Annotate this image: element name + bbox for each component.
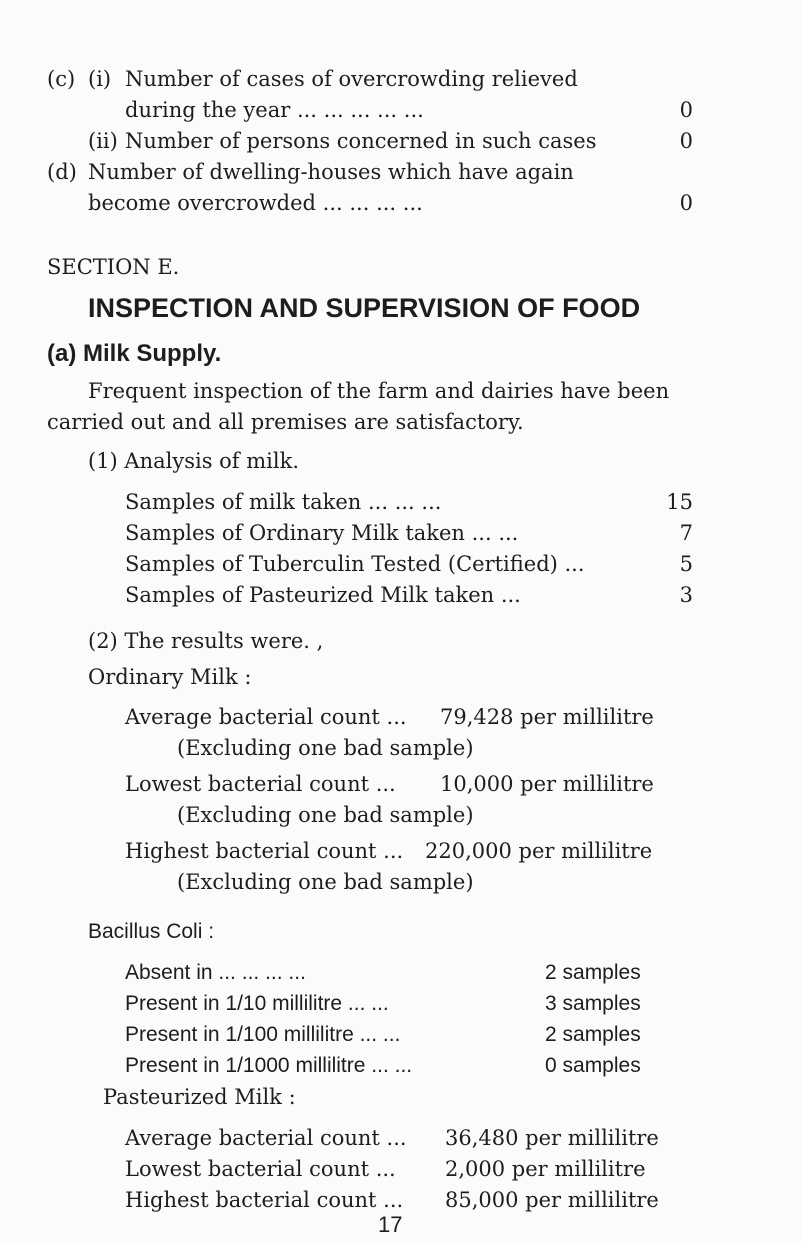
bacillus-heading: Bacillus Coli :: [88, 920, 215, 943]
item-c-i-text-1: Number of cases of overcrowding relieved: [125, 67, 578, 91]
bacillus-row-value: 0 samples: [545, 1054, 641, 1077]
pasteurized-row-label: Highest bacterial count ...: [125, 1188, 404, 1212]
count-value: 79,428 per millilitre: [440, 705, 654, 729]
pasteurized-row-value: 36,480 per millilitre: [445, 1126, 659, 1150]
count-label: Highest bacterial count ...: [125, 839, 404, 863]
count-label: Average bacterial count ...: [125, 705, 407, 729]
count-note: (Excluding one bad sample): [177, 870, 474, 894]
bacillus-row-value: 2 samples: [545, 1023, 641, 1046]
bacillus-row-label: Absent in ... ... ... ...: [125, 961, 306, 984]
item-c-ii-value: 0: [679, 129, 693, 153]
analysis-row-label: Samples of Pasteurized Milk taken ...: [125, 583, 521, 607]
analysis-row-value: 15: [666, 490, 693, 514]
item-d-text-2: become overcrowded ... ... ... ...: [88, 191, 423, 215]
analysis-row-value: 7: [679, 521, 693, 545]
page-title: INSPECTION AND SUPERVISION OF FOOD: [88, 293, 641, 323]
item-c-i-value: 0: [679, 98, 693, 122]
intro-line-1: Frequent inspection of the farm and dairies have been: [88, 379, 670, 403]
analysis-row-value: 5: [679, 552, 693, 576]
bacillus-row-value: 3 samples: [545, 992, 641, 1015]
pasteurized-row-label: Lowest bacterial count ...: [125, 1157, 396, 1181]
intro-line-2: carried out and all premises are satisfactory.: [47, 410, 524, 434]
pasteurized-row-value: 85,000 per millilitre: [445, 1188, 659, 1212]
item-c-i-text-2: during the year ... ... ... ... ...: [125, 98, 424, 122]
item-d-label: (d): [47, 160, 77, 184]
bacillus-row-label: Present in 1/100 millilitre ... ...: [125, 1023, 401, 1046]
page-number: 17: [378, 1212, 403, 1237]
item-d-text-1: Number of dwelling-houses which have again: [88, 160, 574, 184]
bacillus-row-label: Present in 1/1000 millilitre ... ...: [125, 1054, 413, 1077]
count-value: 10,000 per millilitre: [440, 772, 654, 796]
count-note: (Excluding one bad sample): [177, 736, 474, 760]
bacillus-row-value: 2 samples: [545, 961, 641, 984]
milk-supply-heading: (a) Milk Supply.: [47, 340, 222, 367]
bacillus-row-label: Present in 1/10 millilitre ... ...: [125, 992, 389, 1015]
pasteurized-row-value: 2,000 per millilitre: [445, 1157, 646, 1181]
results-label: (2) The results were. ,: [88, 629, 324, 653]
count-label: Lowest bacterial count ...: [125, 772, 396, 796]
pasteurized-row-label: Average bacterial count ...: [125, 1126, 407, 1150]
analysis-row-label: Samples of milk taken ... ... ...: [125, 490, 442, 514]
item-c-ii-label: (ii): [88, 129, 118, 153]
ordinary-milk-heading: Ordinary Milk :: [88, 665, 252, 689]
analysis-row-value: 3: [679, 583, 693, 607]
analysis-row-label: Samples of Ordinary Milk taken ... ...: [125, 521, 519, 545]
item-c-i-label: (i): [88, 67, 112, 91]
section-heading: SECTION E.: [47, 255, 180, 279]
pasteurized-heading: Pasteurized Milk :: [103, 1085, 296, 1109]
item-d-value: 0: [679, 191, 693, 215]
count-value: 220,000 per millilitre: [425, 839, 653, 863]
analysis-row-label: Samples of Tuberculin Tested (Certified) ...: [125, 552, 585, 576]
analysis-label: (1) Analysis of milk.: [88, 449, 299, 473]
item-c-label: (c): [47, 67, 76, 91]
item-c-ii-text: Number of persons concerned in such cases: [125, 129, 597, 153]
count-note: (Excluding one bad sample): [177, 803, 474, 827]
